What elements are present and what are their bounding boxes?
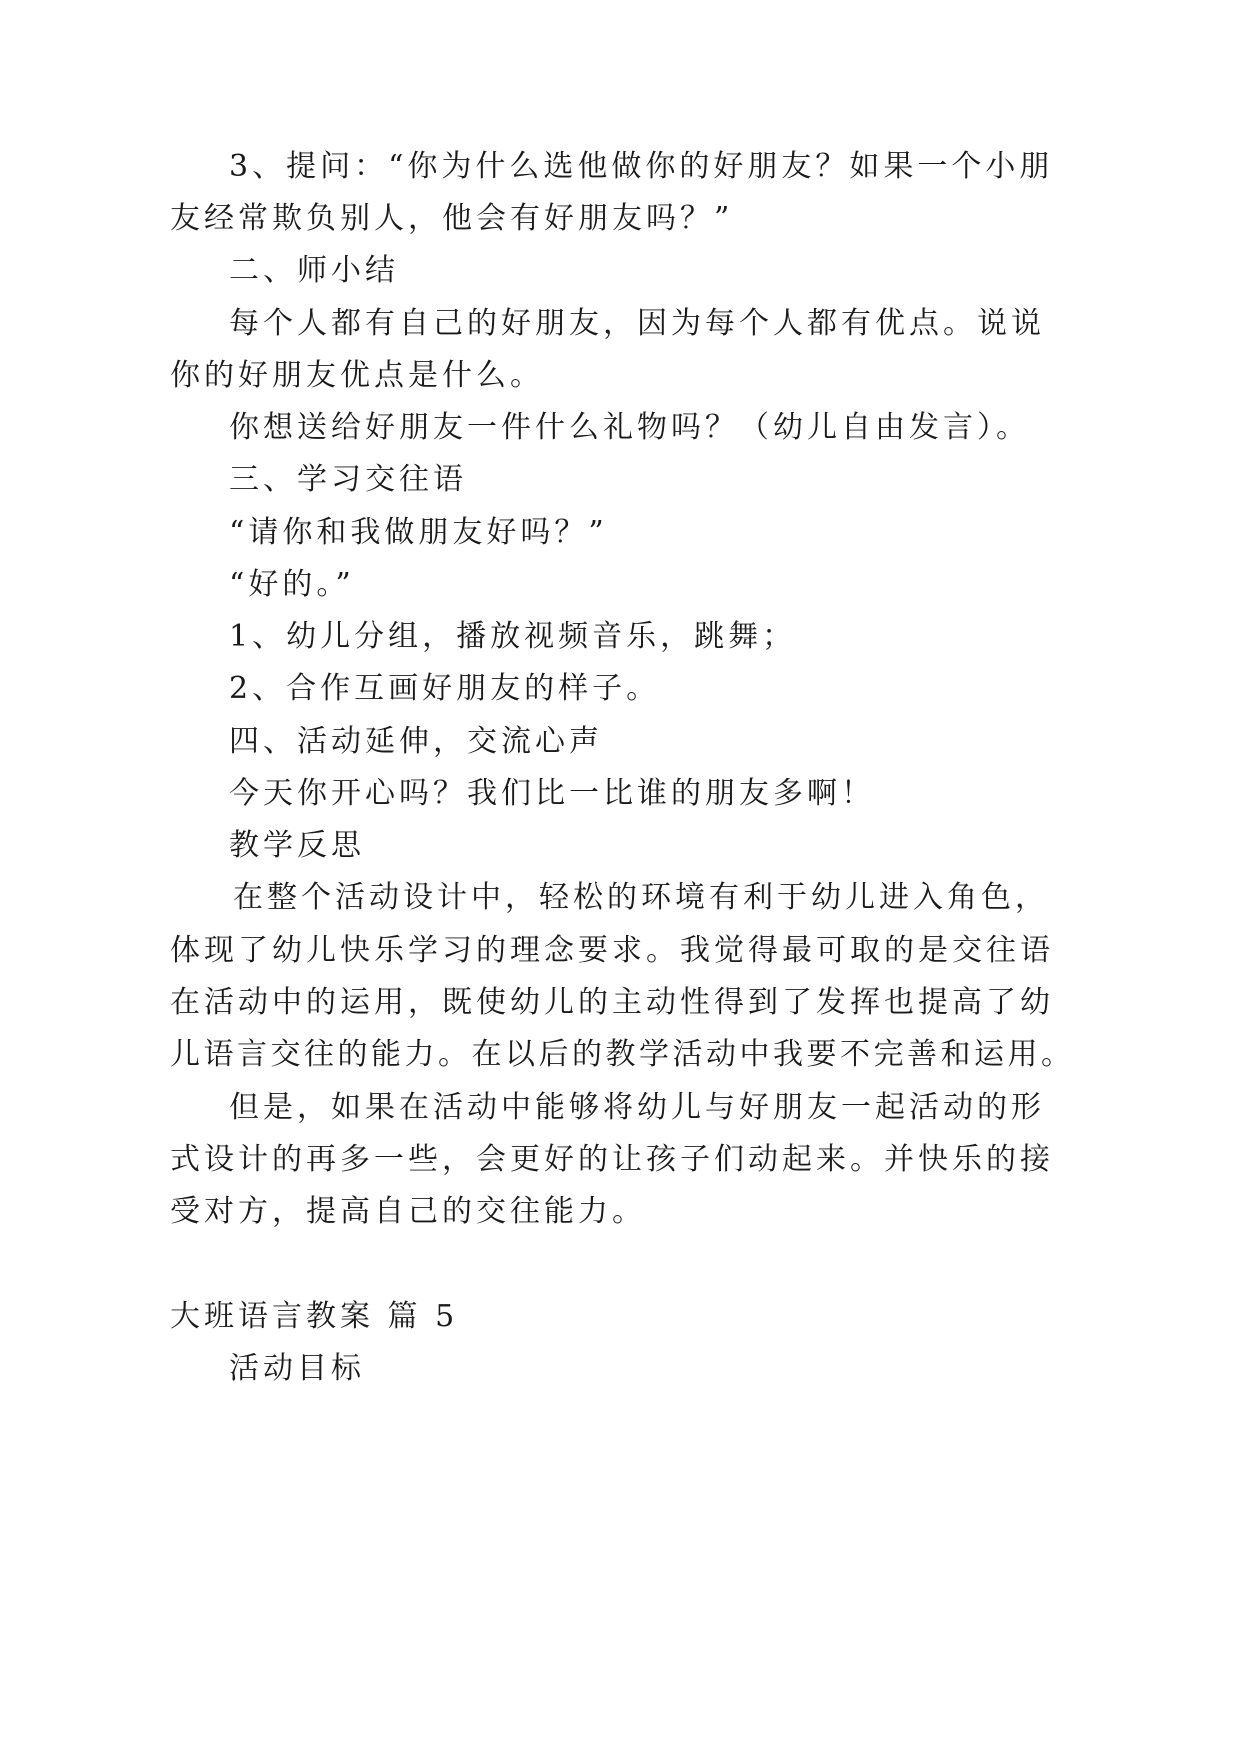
section-heading: 教学反思 xyxy=(229,828,365,863)
paragraph-line: 受对方，提高自己的交往能力。 xyxy=(170,1194,646,1229)
paragraph-line: 友经常欺负别人，他会有好朋友吗？” xyxy=(170,201,734,236)
paragraph-line: 儿语言交往的能力。在以后的教学活动中我要不完善和运用。 xyxy=(170,1037,1075,1072)
paragraph-line: 在活动中的运用，既使幼儿的主动性得到了发挥也提高了幼 xyxy=(170,985,1054,1020)
paragraph-line: 3、提问：“你为什么选他做你的好朋友？如果一个小朋 xyxy=(229,149,1054,184)
section-heading: 三、学习交往语 xyxy=(229,462,467,497)
paragraph-line: 你想送给好朋友一件什么礼物吗？（幼儿自由发言）。 xyxy=(229,410,1030,445)
paragraph-line: 体现了幼儿快乐学习的理念要求。我觉得最可取的是交往语 xyxy=(170,933,1054,968)
paragraph-line: 今天你开心吗？我们比一比谁的朋友多啊！ xyxy=(229,776,875,811)
paragraph-line: 但是，如果在活动中能够将幼儿与好朋友一起活动的形 xyxy=(229,1090,1045,1125)
section-heading: 四、活动延伸，交流心声 xyxy=(229,724,603,759)
paragraph-line: “好的。” xyxy=(229,567,355,602)
chapter-title: 大班语言教案 篇 5 xyxy=(170,1299,459,1334)
section-heading: 二、师小结 xyxy=(229,253,399,288)
section-heading: 活动目标 xyxy=(229,1351,365,1386)
paragraph-line: 你的好朋友优点是什么。 xyxy=(170,358,544,393)
paragraph-line: 1、幼儿分组，播放视频音乐，跳舞； xyxy=(229,619,797,654)
paragraph-line: 在整个活动设计中，轻松的环境有利于幼儿进入角色， xyxy=(233,880,1049,915)
paragraph-line: “请你和我做朋友好吗？” xyxy=(229,515,608,550)
paragraph-line: 式设计的再多一些，会更好的让孩子们动起来。并快乐的接 xyxy=(170,1142,1054,1177)
paragraph-line: 每个人都有自己的好朋友，因为每个人都有优点。说说 xyxy=(229,306,1045,341)
paragraph-line: 2、合作互画好朋友的样子。 xyxy=(229,671,661,706)
